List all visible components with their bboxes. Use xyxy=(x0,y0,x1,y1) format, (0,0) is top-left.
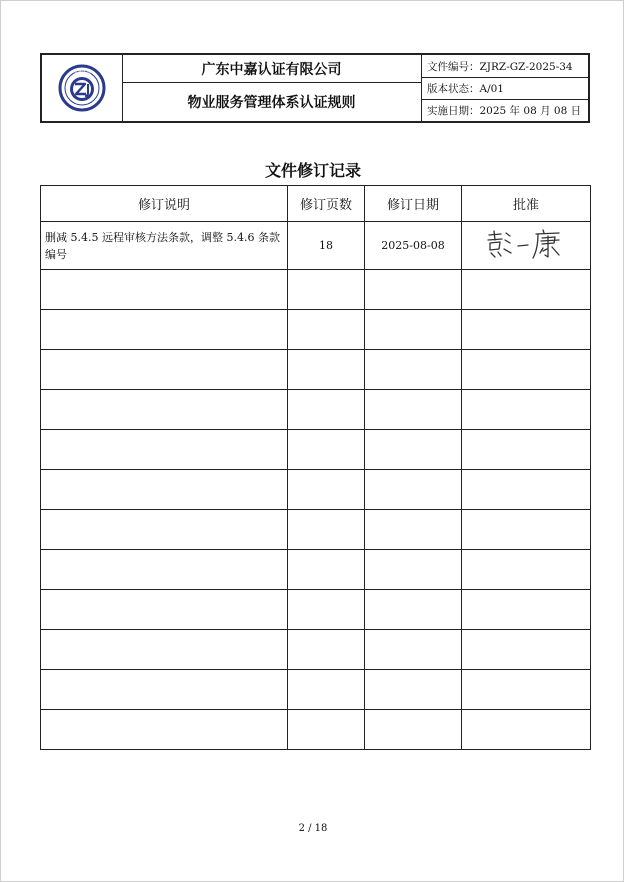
empty-date-cell xyxy=(365,510,462,550)
page-number: 2 / 18 xyxy=(298,823,328,834)
empty-approver-cell xyxy=(462,470,591,510)
empty-approver-cell xyxy=(462,590,591,630)
revision-description: 删减 5.4.5 远程审核方法条款，调整 5.4.6 条款编号 xyxy=(41,222,288,270)
empty-description-cell xyxy=(41,270,288,310)
empty-approver-cell xyxy=(462,550,591,590)
empty-approver-cell xyxy=(462,670,591,710)
empty-date-cell xyxy=(365,590,462,630)
table-row-empty xyxy=(41,630,591,670)
effective-date: 实施日期：2025 年 08 月 08 日 xyxy=(427,105,582,117)
empty-pages-cell xyxy=(288,590,365,630)
empty-pages-cell xyxy=(288,710,365,750)
empty-description-cell xyxy=(41,710,288,750)
table-header-row xyxy=(41,186,591,222)
empty-approver-cell xyxy=(462,270,591,310)
empty-pages-cell xyxy=(288,550,365,590)
empty-description-cell xyxy=(41,670,288,710)
approver-signature-cell xyxy=(462,222,591,270)
table-row-empty xyxy=(41,550,591,590)
empty-pages-cell xyxy=(288,630,365,670)
empty-approver-cell xyxy=(462,310,591,350)
revision-pages: 18 xyxy=(288,222,365,270)
column-header-date: 修订日期 xyxy=(365,186,462,222)
table-row-empty xyxy=(41,710,591,750)
logo-cell xyxy=(42,55,123,121)
company-seal-logo-icon xyxy=(58,64,106,112)
empty-description-cell xyxy=(41,510,288,550)
empty-date-cell xyxy=(365,310,462,350)
revision-table-title: 文件修订记录 xyxy=(264,161,361,180)
empty-pages-cell xyxy=(288,670,365,710)
column-header-approver: 批准 xyxy=(462,186,591,222)
empty-date-cell xyxy=(365,710,462,750)
table-row-empty xyxy=(41,430,591,470)
table-row-empty xyxy=(41,670,591,710)
version-status: 版本状态：A/01 xyxy=(422,78,588,100)
empty-approver-cell xyxy=(462,510,591,550)
empty-approver-cell xyxy=(462,630,591,670)
header-meta-cell xyxy=(422,55,588,121)
table-row-empty xyxy=(41,310,591,350)
empty-date-cell xyxy=(365,270,462,310)
handwritten-signature-icon xyxy=(481,227,571,261)
empty-date-cell xyxy=(365,550,462,590)
empty-date-cell xyxy=(365,390,462,430)
empty-pages-cell xyxy=(288,510,365,550)
table-row-empty xyxy=(41,470,591,510)
empty-approver-cell xyxy=(462,710,591,750)
empty-pages-cell xyxy=(288,430,365,470)
column-header-pages: 修订页数 xyxy=(288,186,365,222)
document-number: 文件编号：ZJRZ-GZ-2025-34 xyxy=(422,55,588,78)
empty-description-cell xyxy=(41,430,288,470)
table-row xyxy=(41,222,591,270)
logo-top-text: 中嘉认证 xyxy=(73,70,91,76)
empty-description-cell xyxy=(41,590,288,630)
table-row-empty xyxy=(41,510,591,550)
empty-pages-cell xyxy=(288,470,365,510)
table-row-empty xyxy=(41,270,591,310)
table-row-empty xyxy=(41,350,591,390)
empty-approver-cell xyxy=(462,350,591,390)
column-header-description: 修订说明 xyxy=(41,186,288,222)
empty-description-cell xyxy=(41,630,288,670)
document-header xyxy=(40,53,590,123)
empty-date-cell xyxy=(365,470,462,510)
empty-pages-cell xyxy=(288,270,365,310)
empty-description-cell xyxy=(41,470,288,510)
empty-pages-cell xyxy=(288,350,365,390)
empty-date-cell xyxy=(365,430,462,470)
empty-date-cell xyxy=(365,630,462,670)
company-name: 广东中嘉认证有限公司 xyxy=(122,55,421,83)
header-title-cell xyxy=(122,55,422,121)
empty-description-cell xyxy=(41,310,288,350)
revision-date: 2025-08-08 xyxy=(365,222,462,270)
revision-table xyxy=(40,185,591,750)
empty-pages-cell xyxy=(288,310,365,350)
empty-date-cell xyxy=(365,670,462,710)
table-row-empty xyxy=(41,590,591,630)
empty-pages-cell xyxy=(288,390,365,430)
empty-description-cell xyxy=(41,550,288,590)
document-title: 物业服务管理体系认证规则 xyxy=(187,95,356,111)
empty-description-cell xyxy=(41,350,288,390)
empty-approver-cell xyxy=(462,390,591,430)
empty-approver-cell xyxy=(462,430,591,470)
empty-date-cell xyxy=(365,350,462,390)
empty-description-cell xyxy=(41,390,288,430)
table-row-empty xyxy=(41,390,591,430)
